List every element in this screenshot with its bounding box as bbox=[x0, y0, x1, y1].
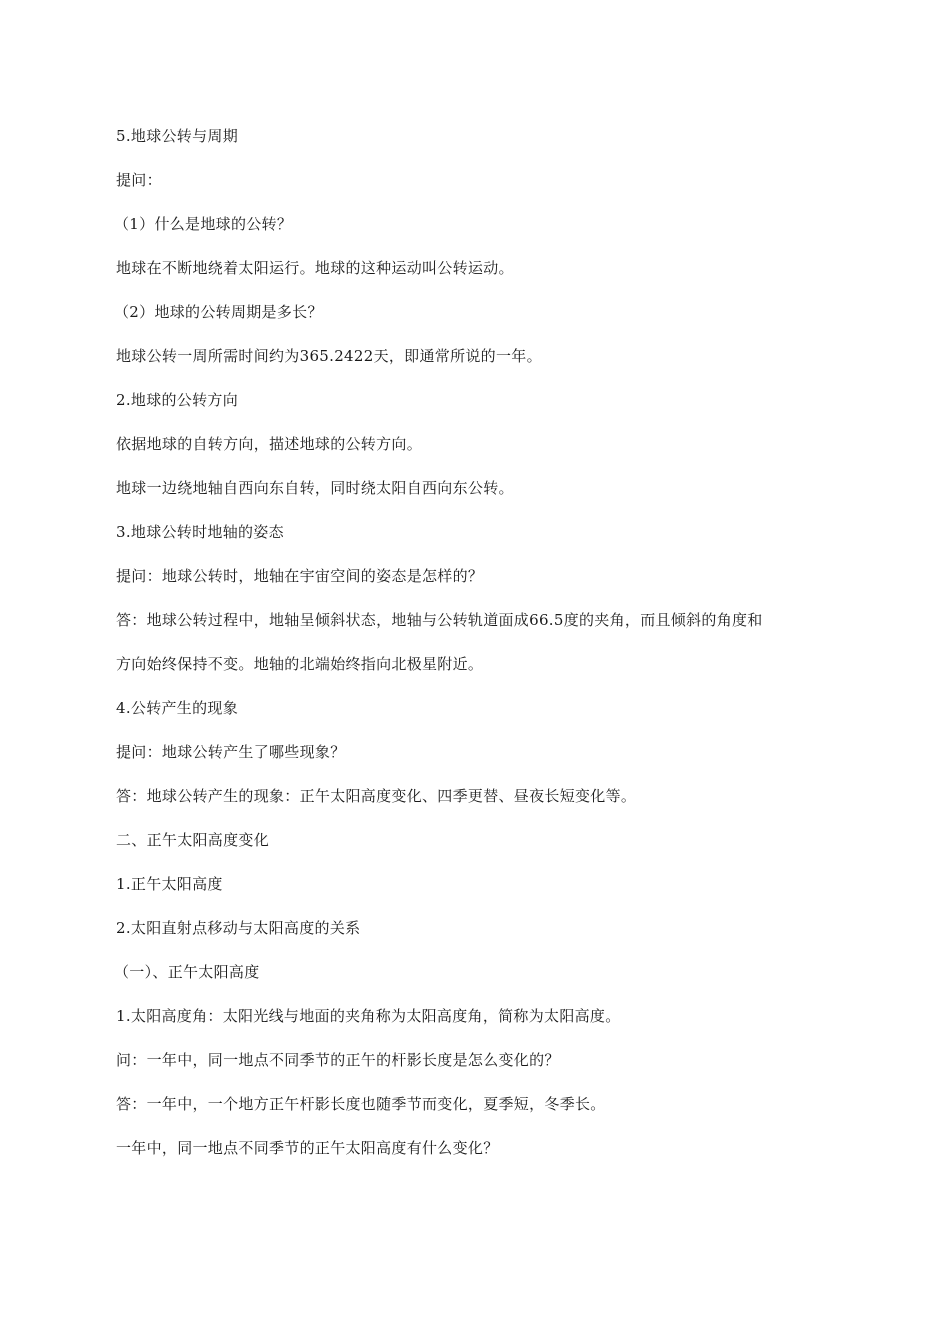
answer-axis-posture-line1: 答：地球公转过程中，地轴呈倾斜状态，地轴与公转轨道面成66.5度的夹角，而且倾斜的角度和 bbox=[116, 611, 763, 629]
question-phenomena: 提问：地球公转产生了哪些现象？ bbox=[116, 743, 346, 761]
definition-sun-altitude: 1.太阳高度角：太阳光线与地面的夹角称为太阳高度角，简称为太阳高度。 bbox=[116, 1007, 621, 1025]
subheading-noon-sun-altitude: 1.正午太阳高度 bbox=[116, 875, 223, 893]
heading-orbit-period: 5.地球公转与周期 bbox=[116, 127, 239, 145]
answer-axis-posture-line2: 方向始终保持不变。地轴的北端始终指向北极星附近。 bbox=[116, 655, 484, 673]
section-heading-noon-sun: 二、正午太阳高度变化 bbox=[116, 831, 270, 849]
document-body bbox=[116, 124, 836, 1180]
question-shadow-length: 问：一年中，同一地点不同季节的正午的杆影长度是怎么变化的？ bbox=[116, 1051, 560, 1069]
question-axis-posture: 提问：地球公转时，地轴在宇宙空间的姿态是怎样的？ bbox=[116, 567, 484, 585]
subheading-direct-point: 2.太阳直射点移动与太阳高度的关系 bbox=[116, 919, 361, 937]
answer-phenomena: 答：地球公转产生的现象：正午太阳高度变化、四季更替、昼夜长短变化等。 bbox=[116, 787, 637, 805]
question-altitude-change: 一年中，同一地点不同季节的正午太阳高度有什么变化？ bbox=[116, 1139, 499, 1157]
answer-1: 地球在不断地绕着太阳运行。地球的这种运动叫公转运动。 bbox=[116, 259, 514, 277]
heading-axis-posture: 3.地球公转时地轴的姿态 bbox=[116, 523, 284, 541]
paragraph-direction-prompt: 依据地球的自转方向，描述地球的公转方向。 bbox=[116, 435, 423, 453]
heading-orbit-phenomena: 4.公转产生的现象 bbox=[116, 699, 239, 717]
question-2: （2）地球的公转周期是多长？ bbox=[114, 303, 323, 321]
answer-shadow-length: 答：一年中，一个地方正午杆影长度也随季节而变化，夏季短，冬季长。 bbox=[116, 1095, 606, 1113]
heading-orbit-direction: 2.地球的公转方向 bbox=[116, 391, 239, 409]
question-1: （1）什么是地球的公转？ bbox=[114, 215, 293, 233]
subsection-heading-noon-altitude: （一）、正午太阳高度 bbox=[114, 963, 260, 981]
question-label: 提问： bbox=[116, 171, 162, 189]
paragraph-direction-answer: 地球一边绕地轴自西向东自转，同时绕太阳自西向东公转。 bbox=[116, 479, 514, 497]
answer-2: 地球公转一周所需时间约为365.2422天，即通常所说的一年。 bbox=[116, 347, 542, 365]
